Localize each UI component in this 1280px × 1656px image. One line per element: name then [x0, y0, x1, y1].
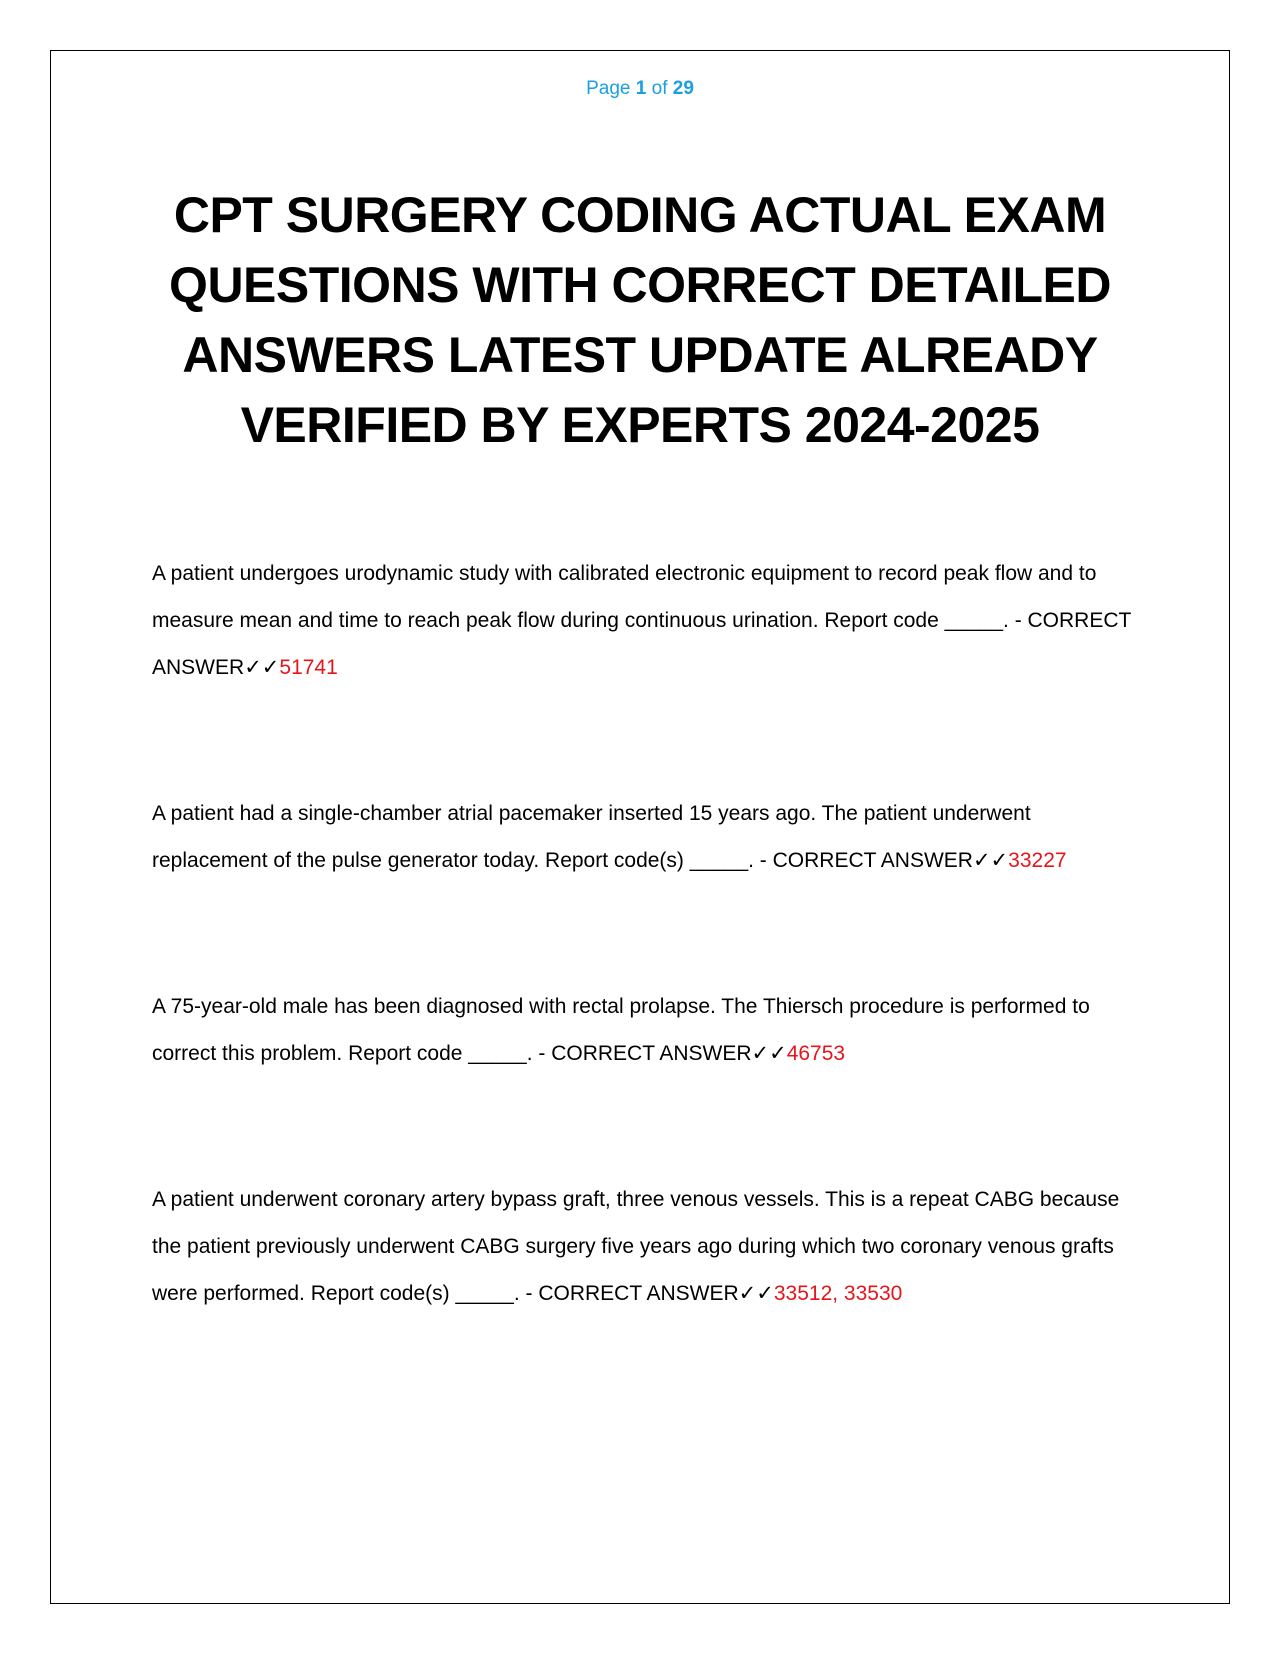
page-number-header	[0, 78, 1280, 100]
page-prefix: Page	[586, 78, 636, 99]
question-item	[152, 790, 1142, 884]
total-page-count: 29	[672, 78, 694, 99]
question-item	[152, 983, 1142, 1077]
check-marks-icon: ✓✓	[751, 1042, 787, 1065]
correct-answer: 33512, 33530	[773, 1282, 903, 1305]
question-text: A patient undergoes urodynamic study with calibrated electronic equipment to record peak flow and to measure mean and time to reach peak flow during continuous urination. Report code _____. - CORRECT ANSWER	[152, 562, 1131, 679]
correct-answer: 46753	[786, 1042, 846, 1065]
question-item	[152, 550, 1142, 691]
correct-answer: 51741	[279, 656, 338, 679]
question-text: A patient underwent coronary artery bypass graft, three venous vessels. This is a repeat CABG because the patient previously underwent CABG surgery five years ago during which two coronary venous grafts were performed. Report code(s) _____. - CORRECT ANSWER	[152, 1188, 1120, 1305]
document-title: CPT SURGERY CODING ACTUAL EXAM QUESTIONS WITH CORRECT DETAILED ANSWERS LATEST UPDATE ALREADY VERIFIED BY EXPERTS 2024-2025	[169, 187, 1111, 453]
current-page-number: 1	[635, 78, 647, 99]
question-text: A 75-year-old male has been diagnosed with rectal prolapse. The Thiersch procedure is performed to correct this problem. Report code _____. - CORRECT ANSWER	[152, 995, 1090, 1065]
check-marks-icon: ✓✓	[244, 656, 280, 679]
correct-answer: 33227	[1008, 849, 1067, 872]
check-marks-icon: ✓✓	[972, 849, 1009, 872]
question-item	[152, 1176, 1142, 1317]
page-of-label: of	[646, 78, 673, 99]
check-marks-icon: ✓✓	[738, 1282, 774, 1305]
question-text: A patient had a single-chamber atrial pacemaker inserted 15 years ago. The patient underwent replacement of the pulse generator today. Report code(s) _____. - CORRECT ANSWER	[152, 802, 1031, 872]
